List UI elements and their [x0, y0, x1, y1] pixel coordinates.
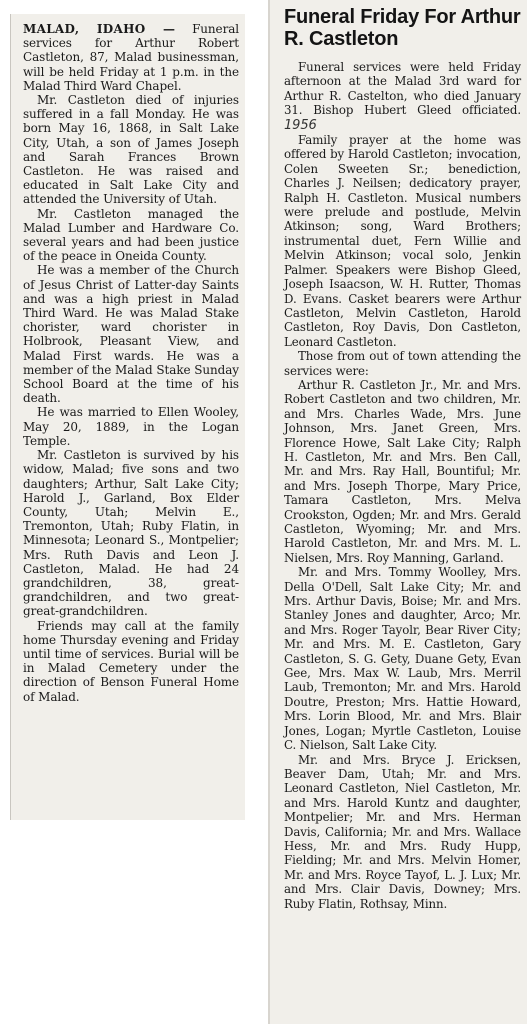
lead-text: Funeral services were held Friday afternoon at the Malad 3rd ward for Arthur R. Castelton, who died January 31. Bishop Hubert Gleed officiated. [284, 60, 521, 118]
paragraph: Those from out of town attending the services were: [284, 349, 521, 378]
funeral-report-clipping-right [268, 0, 527, 1024]
paragraph: Mr. and Mrs. Bryce J. Ericksen, Beaver Dam, Utah; Mr. and Mrs. Leonard Castleton, Niel Castleton, Mr. and Mrs. Harold Kuntz and daughter, Montpelier; Mr. and Mrs. Herman Davis, California; Mr. and Mrs. Wallace Hess, Mr. and Mrs. Rudy Hupp, Fielding; Mr. and Mrs. Melvin Homer, Mr. and Mrs. Royce Tayof, L. J. Lux; Mr. and Mrs. Clair Davis, Downey; Mrs. Ruby Flatin, Rothsay, Minn. [284, 752, 521, 911]
paragraph: Arthur R. Castleton Jr., Mr. and Mrs. Robert Castleton and two children, Mr. and Mrs. Charles Wade, Mrs. June Johnson, Mrs. Janet Green, Mrs. Florence Howe, Salt Lake City; Ralph H. Castleton, Mr. and Mrs. Ben Call, Mr. and Mrs. Ray Hall, Bountiful; Mr. and Mrs. Joseph Thorpe, Mary Price, Tamara Castleton, Mrs. Melva Crookston, Ogden; Mr. and Mrs. Gerald Castleton, Wyoming; Mr. and Mrs. Harold Castleton, Mr. and Mrs. M. L. Nielsen, Mrs. Roy Manning, Garland. [284, 377, 521, 565]
paragraph: Mr. Castleton died of injuries suffered in a fall Monday. He was born May 16, 1868, in Salt Lake City, Utah, a son of James Joseph and Sarah Frances Brown Castleton. He was raised and educated in Salt Lake City and attended the University of Utah. [23, 93, 239, 207]
headline: Funeral Friday For Arthur R. Castleton [284, 6, 521, 50]
paragraph: Mr. and Mrs. Tommy Woolley, Mrs. Della O'Dell, Salt Lake City; Mr. and Mrs. Arthur Davis, Boise; Mr. and Mrs. Stanley Jones and daughter, Arco; Mr. and Mrs. Roger Tayolr, Bear River City; Mr. and Mrs. M. E. Castleton, Gary Castleton, S. G. Gety, Duane Gety, Evan Gee, Mrs. Max W. Laub, Mrs. Merril Laub, Tremonton; Mr. and Mrs. Harold Doutre, Preston; Mrs. Hattie Howard, Mrs. Lorin Blood, Mr. and Mrs. Blair Jones, Logan; Myrtle Castleton, Louise C. Nielson, Salt Lake City. [284, 565, 521, 753]
handwritten-year: 1956 [284, 117, 317, 133]
dateline: MALAD, IDAHO — [23, 22, 176, 36]
lead-paragraph [284, 60, 521, 133]
article-body [284, 60, 521, 911]
paragraph: He was a member of the Church of Jesus Christ of Latter-day Saints and was a high priest in Malad Third Ward. He was Malad Stake chorister, ward chorister in Holbrook, Pleasant View, and Malad First wards. He was a member of the Malad Stake Sunday School Board at the time of his death. [23, 263, 239, 406]
obituary-clipping-left [10, 14, 245, 820]
paragraph: Friends may call at the family home Thursday evening and Friday until time of services. Burial will be in Malad Cemetery under the direction of Benson Funeral Home of Malad. [23, 618, 239, 704]
paragraph: Mr. Castleton managed the Malad Lumber and Hardware Co. several years and had been justice of the peace in Oneida County. [23, 206, 239, 264]
lead-paragraph [23, 22, 239, 93]
lead-text: Funeral services for Arthur Robert Castleton, 87, Malad businessman, will be held Friday at 1 p.m. in the Malad Third Ward Chapel. [23, 22, 239, 93]
paragraph: Mr. Castleton is survived by his widow, Malad; five sons and two daughters; Arthur, Salt Lake City; Harold J., Garland, Box Elder County, Utah; Melvin E., Tremonton, Utah; Ruby Flatin, in Minnesota; Leonard S., Montpelier; Mrs. Ruth Davis and Leon J. Castleton, Malad. He had 24 grandchildren, 38, great-grandchildren, and two great-great-grandchildren. [23, 448, 239, 619]
paragraph: Family prayer at the home was offered by Harold Castleton; invocation, Colen Sweeten Sr.; benediction, Charles J. Neilsen; dedicatory prayer, Ralph H. Castleton. Musical numbers were prelude and postlude, Melvin Atkinson; song, Ward Brothers; instrumental duet, Fern Willie and Melvin Atkinson; vocal solo, Jenkin Palmer. Speakers were Bishop Gleed, Joseph Isaacson, W. H. Rutter, Thomas D. Evans. Casket bearers were Arthur Castleton, Melvin Castleton, Harold Castleton, Roy Davis, Don Castleton, Leonard Castleton. [284, 133, 521, 349]
paragraph: He was married to Ellen Wooley, May 20, 1889, in the Logan Temple. [23, 405, 239, 448]
